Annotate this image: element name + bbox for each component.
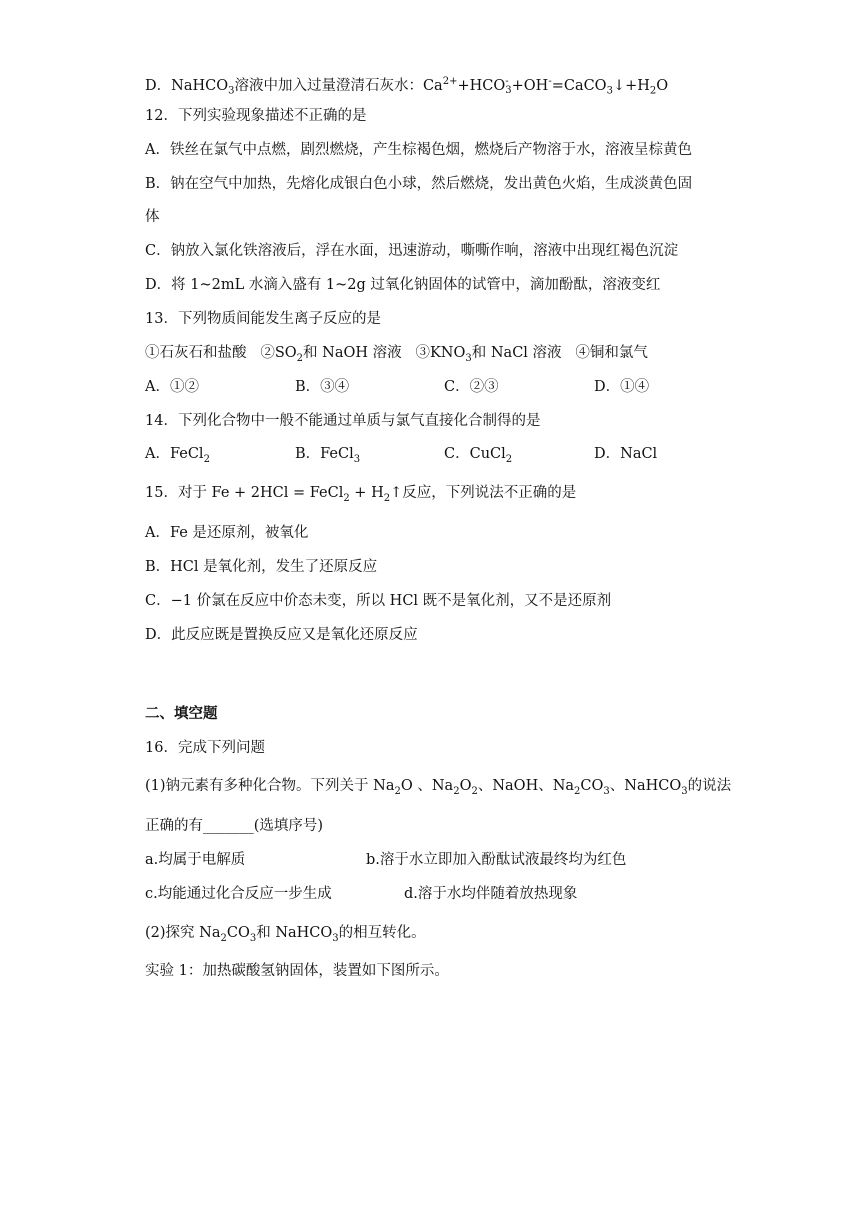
- q16-experiment-1: 实验 1：加热碳酸氢钠固体，装置如下图所示。: [145, 963, 449, 979]
- q15-stem: 15．对于 Fe + 2HCl = FeCl$_2$ + $H_2↑$反应，下列说法不正确的是: [145, 485, 577, 504]
- q16-option-c: c.均能通过化合反应一步生成: [145, 886, 332, 902]
- q13-option-d: D．①④: [594, 379, 650, 395]
- q15-option-a: A．Fe 是还原剂，被氧化: [145, 525, 309, 541]
- q16-part2: (2)探究 $Na_2CO_3$和 NaHCO$_3$的相互转化。: [145, 925, 426, 944]
- q16-option-a: a.均属于电解质: [145, 852, 246, 868]
- q14-option-a: A．FeCl$_2$: [145, 446, 210, 465]
- q11-option-d: D．NaHCO$_3$溶液中加入过量澄清石灰水：$Ca^{2+}+HCO$ - 3 $+OH^-=CaCO_3↓+H_2O$: [145, 75, 669, 97]
- q16-part1-line2: 正确的有_______(选填序号): [145, 818, 324, 834]
- q14-stem: 14．下列化合物中一般不能通过单质与氯气直接化合制得的是: [145, 413, 541, 429]
- q14-option-b: B．FeCl$_3$: [295, 446, 361, 465]
- q13-option-c: C．②③: [444, 379, 499, 395]
- q12-stem: 12．下列实验现象描述不正确的是: [145, 108, 367, 124]
- q12-option-b-cont: 体: [145, 209, 160, 225]
- q15-option-d: D．此反应既是置换反应又是氧化还原反应: [145, 627, 418, 643]
- q15-option-b: B．HCl 是氧化剂，发生了还原反应: [145, 559, 378, 575]
- q12-option-c: C．钠放入氯化铁溶液后，浮在水面，迅速游动，嘶嘶作响，溶液中出现红褐色沉淀: [145, 243, 679, 259]
- q14-option-d: D．NaCl: [594, 446, 658, 462]
- q13-option-a: A．①②: [145, 379, 199, 395]
- q13-stem: 13．下列物质间能发生离子反应的是: [145, 311, 381, 327]
- q12-option-d: D．将 1~2mL 水滴入盛有 1~2g 过氧化钠固体的试管中，滴加酚酞，溶液变红: [145, 277, 661, 293]
- q16-stem: 16．完成下列问题: [145, 740, 265, 756]
- q15-option-c: C．−1 价氯在反应中价态未变，所以 HCl 既不是氧化剂，又不是还原剂: [145, 593, 612, 609]
- q12-option-b: B．钠在空气中加热，先熔化成银白色小球，然后燃烧，发出黄色火焰，生成淡黄色固: [145, 176, 693, 192]
- section-heading: 二、填空题: [145, 705, 218, 722]
- q12-option-a: A．铁丝在氯气中点燃，剧烈燃烧，产生棕褐色烟，燃烧后产物溶于水，溶液呈棕黄色: [145, 142, 692, 158]
- q14-option-c: C．CuCl$_2$: [444, 446, 513, 465]
- q13-items: ①石灰石和盐酸 $②SO_2$和 NaOH 溶液 $③KNO_3$和 NaCl 溶液 ④铜和氯气: [145, 345, 648, 364]
- q16-option-b: b.溶于水立即加入酚酞试液最终均为红色: [366, 852, 627, 868]
- q16-part1-line1: (1)钠元素有多种化合物。下列关于 $Na_2O$ 、$Na_2O_2$、NaOH、$Na_2CO_3$、NaHCO$_3$的说法: [145, 778, 732, 797]
- q13-option-b: B．③④: [295, 379, 350, 395]
- q16-option-d: d.溶于水均伴随着放热现象: [404, 886, 578, 902]
- answer-blank[interactable]: _______: [203, 818, 254, 834]
